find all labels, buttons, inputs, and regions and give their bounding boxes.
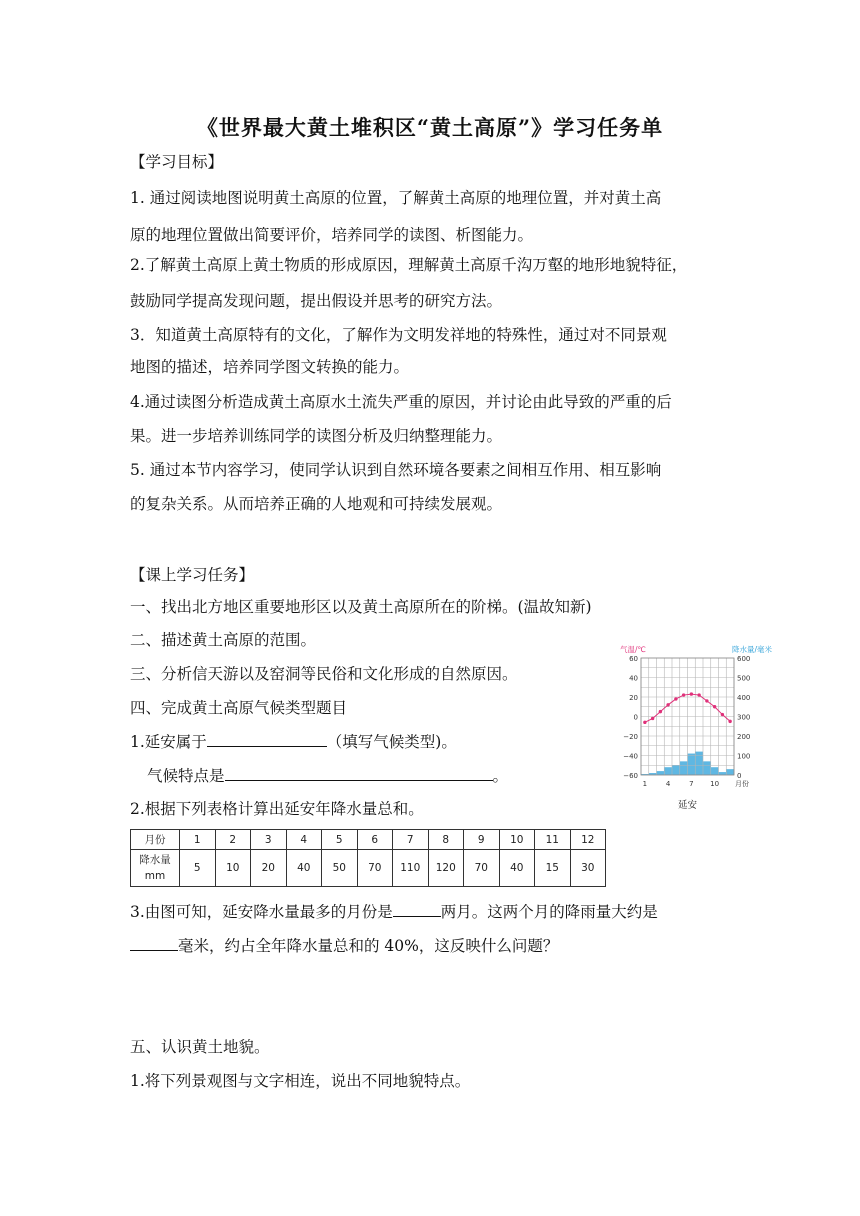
table-cell: 1 <box>180 830 216 850</box>
month-header: 月份 <box>131 830 180 850</box>
table-cell: 10 <box>215 850 251 887</box>
question-3-line-2 <box>130 936 558 956</box>
table-cell: 30 <box>570 850 606 887</box>
precip-bar <box>726 769 734 775</box>
question-3-prefix: 3.由图可知，延安降水量最多的月份是 <box>130 903 393 921</box>
table-cell: 11 <box>535 830 571 850</box>
temperature-point <box>728 720 731 723</box>
x-tick-label: 4 <box>665 780 671 788</box>
table-cell: 15 <box>535 850 571 887</box>
precip-bar <box>672 765 680 775</box>
y-right-tick-label: 300 <box>737 713 751 722</box>
question-1b-prefix: 气候特点是 <box>147 767 225 785</box>
question-5-1: 1.将下列景观图与文字相连，说出不同地貌特点。 <box>130 1072 471 1090</box>
table-cell: 120 <box>428 850 464 887</box>
table-cell: 20 <box>251 850 287 887</box>
precip-bar <box>657 771 665 775</box>
temperature-point <box>659 710 662 713</box>
objective-line: 3．知道黄土高原特有的文化，了解作为文明发祥地的特殊性，通过对不同景观 <box>130 326 667 344</box>
objective-line: 的复杂关系。从而培养正确的人地观和可持续发展观。 <box>130 495 503 513</box>
objective-line: 鼓励同学提高发现问题，提出假设并思考的研究方法。 <box>130 292 503 310</box>
y-right-tick-label: 100 <box>737 752 751 761</box>
table-cell: 40 <box>499 850 535 887</box>
table-cell: 4 <box>286 830 322 850</box>
y-right-tick-label: 400 <box>737 694 751 702</box>
climate-feature-blank[interactable] <box>225 766 493 781</box>
precip-header-label: 降水量 <box>139 854 171 866</box>
objective-line: 1. 通过阅读地图说明黄土高原的位置，了解黄土高原的地理位置，并对黄土高 <box>130 189 662 207</box>
precip-bar <box>703 761 711 775</box>
temperature-point <box>697 693 700 696</box>
objective-line: 4.通过读图分析造成黄土高原水土流失严重的原因，并讨论由此导致的严重的后 <box>130 393 672 411</box>
temperature-point <box>643 721 646 724</box>
climate-type-blank[interactable] <box>207 732 327 747</box>
x-tick-label: 10 <box>710 780 720 788</box>
table-cell: 50 <box>322 850 358 887</box>
precip-bar <box>680 761 688 775</box>
x-tick-label: 1 <box>642 780 648 788</box>
task-item: 一、找出北方地区重要地形区以及黄土高原所在的阶梯。(温故知新) <box>130 598 592 616</box>
y-left-tick-label: −60 <box>623 772 638 780</box>
precipitation-table <box>130 829 606 887</box>
y-left-tick-label: −20 <box>623 733 638 741</box>
question-3-suffix: 两月。这两个月的降雨量大约是 <box>440 903 658 921</box>
x-tick-label: 7 <box>689 780 694 788</box>
table-cell: 9 <box>464 830 500 850</box>
y-left-tick-label: 60 <box>629 655 638 663</box>
temperature-point <box>705 699 708 702</box>
objective-line: 地图的描述，培养同学图文转换的能力。 <box>130 358 410 376</box>
table-cell: 70 <box>357 850 393 887</box>
task-item: 五、认识黄土地貌。 <box>130 1038 270 1056</box>
question-1 <box>130 732 457 752</box>
y-right-tick-label: 200 <box>737 733 751 741</box>
table-row-months <box>131 830 606 850</box>
x-axis-title: 月份 <box>735 780 749 788</box>
table-cell: 70 <box>464 850 500 887</box>
task-item: 二、描述黄土高原的范围。 <box>130 631 317 649</box>
y-left-axis-title: 气温/℃ <box>620 645 646 654</box>
objective-line: 原的地理位置做出简要评价，培养同学的读图、析图能力。 <box>130 226 534 244</box>
question-1-prefix: 1.延安属于 <box>130 733 207 751</box>
y-left-tick-label: −40 <box>623 752 638 761</box>
temperature-point <box>651 717 654 720</box>
table-cell: 6 <box>357 830 393 850</box>
table-cell: 110 <box>393 850 429 887</box>
chart-title: 延安 <box>677 800 698 811</box>
question-3-line-2-text: 毫米，约占全年降水量总和的 40%，这反映什么问题？ <box>178 937 559 955</box>
precip-bar <box>719 772 727 775</box>
question-1b <box>147 766 508 786</box>
table-cell: 40 <box>286 850 322 887</box>
table-cell: 2 <box>215 830 251 850</box>
precip-bar <box>664 767 672 775</box>
precip-bar <box>711 767 719 775</box>
table-cell: 10 <box>499 830 535 850</box>
table-cell: 8 <box>428 830 464 850</box>
climate-chart-svg <box>614 642 784 814</box>
tasks-heading: 【课上学习任务】 <box>130 566 255 584</box>
objective-line: 5. 通过本节内容学习，使同学认识到自然环境各要素之间相互作用、相互影响 <box>130 461 662 479</box>
y-left-tick-label: 40 <box>629 674 638 683</box>
question-2: 2.根据下列表格计算出延安年降水量总和。 <box>130 800 424 818</box>
rainfall-amount-blank[interactable] <box>130 936 178 951</box>
precip-bar <box>695 752 703 775</box>
precip-header <box>131 850 180 887</box>
temperature-point <box>721 713 724 716</box>
objective-line: 2.了解黄土高原上黄土物质的形成原因，理解黄土高原千沟万壑的地形地貌特征， <box>130 256 688 274</box>
objective-line: 果。进一步培养训练同学的读图分析及归纳整理能力。 <box>130 427 503 445</box>
y-left-tick-label: 20 <box>629 694 638 702</box>
objectives-heading: 【学习目标】 <box>130 153 224 171</box>
y-right-tick-label: 500 <box>737 674 751 683</box>
question-1b-suffix: 。 <box>492 767 509 785</box>
precip-bar <box>688 754 696 775</box>
temperature-point <box>682 693 685 696</box>
y-right-tick-label: 0 <box>737 772 742 780</box>
y-right-axis-title: 降水量/毫米 <box>731 645 772 654</box>
climate-chart <box>614 642 784 814</box>
table-cell: 5 <box>180 850 216 887</box>
temperature-point <box>666 703 669 706</box>
task-item: 四、完成黄土高原气候类型题目 <box>130 699 348 717</box>
y-left-tick-label: 0 <box>633 713 638 722</box>
question-3-line-1 <box>130 902 658 922</box>
temperature-point <box>713 705 716 708</box>
max-months-blank[interactable] <box>393 902 441 917</box>
table-cell: 3 <box>251 830 287 850</box>
precip-header-unit: mm <box>144 870 166 882</box>
question-1-suffix: （填写气候类型)。 <box>326 733 457 751</box>
y-right-tick-label: 600 <box>737 655 751 663</box>
table-cell: 5 <box>322 830 358 850</box>
task-item: 三、分析信天游以及窑洞等民俗和文化形成的自然原因。 <box>130 665 518 683</box>
temperature-point <box>674 697 677 700</box>
temperature-point <box>690 692 693 695</box>
table-cell: 12 <box>570 830 606 850</box>
table-row-precip <box>131 850 606 887</box>
table-cell: 7 <box>393 830 429 850</box>
page-title: 《世界最大黄土堆积区“黄土高原”》学习任务单 <box>196 115 664 140</box>
